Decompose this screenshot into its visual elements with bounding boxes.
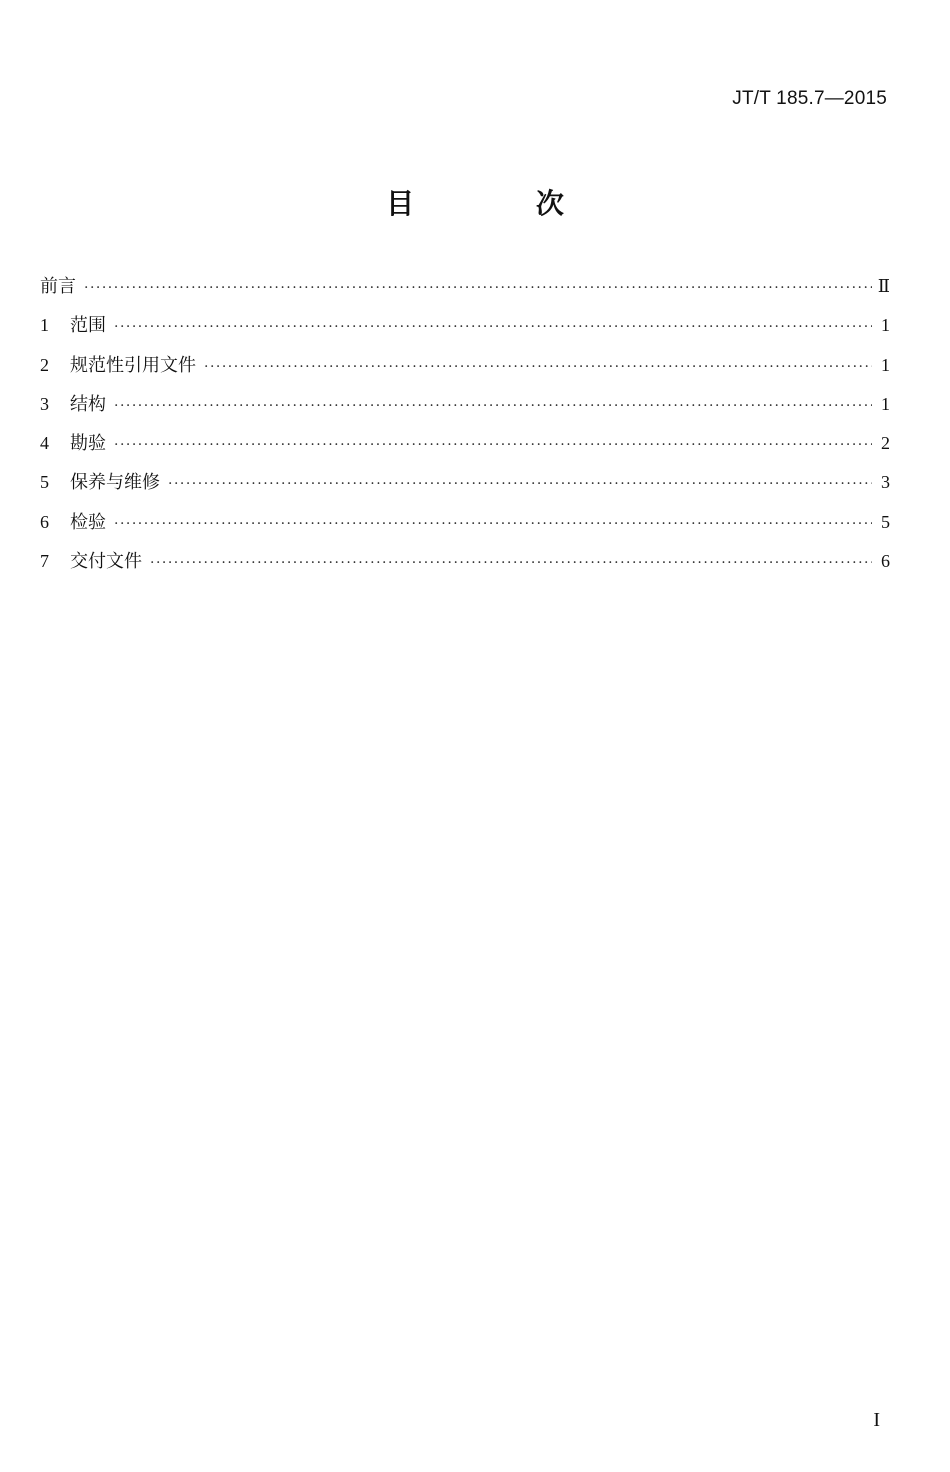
toc-entry-page: 1 bbox=[881, 354, 890, 375]
toc-entry-survey[interactable] bbox=[40, 429, 890, 468]
toc-dot-leader bbox=[204, 359, 872, 375]
toc-entry-label: 规范性引用文件 bbox=[70, 354, 196, 376]
toc-entry-number: 3 bbox=[40, 393, 49, 414]
page-number: I bbox=[873, 1409, 880, 1431]
toc-dot-leader bbox=[114, 319, 872, 335]
toc-entry-number: 1 bbox=[40, 315, 49, 336]
toc-entry-scope[interactable] bbox=[40, 311, 890, 350]
toc-dot-leader bbox=[114, 398, 872, 414]
toc-dot-leader bbox=[84, 280, 872, 296]
toc-entry-label: 前言 bbox=[40, 276, 76, 297]
toc-entry-inspection[interactable] bbox=[40, 508, 890, 547]
toc-list bbox=[40, 272, 890, 586]
toc-entry-maintenance[interactable] bbox=[40, 468, 890, 507]
standard-code: JT/T 185.7—2015 bbox=[732, 88, 887, 109]
toc-entry-page: 6 bbox=[881, 551, 890, 572]
toc-entry-page: Ⅱ bbox=[877, 276, 890, 296]
toc-entry-label: 勘验 bbox=[70, 433, 106, 455]
toc-entry-label: 范围 bbox=[70, 315, 106, 337]
toc-entry-page: 1 bbox=[881, 393, 890, 414]
toc-entry-delivery-documents[interactable] bbox=[40, 547, 890, 586]
toc-dot-leader bbox=[150, 555, 872, 571]
toc-dot-leader bbox=[168, 476, 872, 492]
toc-entry-page: 5 bbox=[881, 511, 890, 532]
toc-entry-number: 2 bbox=[40, 354, 49, 375]
toc-entry-page: 1 bbox=[881, 315, 890, 336]
toc-entry-label: 检验 bbox=[70, 511, 106, 533]
toc-dot-leader bbox=[114, 437, 872, 453]
toc-entry-label: 交付文件 bbox=[70, 551, 142, 573]
toc-entry-page: 2 bbox=[881, 433, 890, 454]
toc-entry-number: 4 bbox=[40, 433, 49, 454]
toc-entry-structure[interactable] bbox=[40, 390, 890, 429]
toc-dot-leader bbox=[114, 516, 872, 532]
toc-entry-page: 3 bbox=[881, 472, 890, 493]
toc-entry-number: 5 bbox=[40, 472, 49, 493]
toc-entry-label: 结构 bbox=[70, 393, 106, 415]
toc-title: 目 次 bbox=[386, 187, 620, 220]
toc-entry-label: 保养与维修 bbox=[70, 472, 160, 494]
toc-entry-foreword[interactable] bbox=[40, 272, 890, 311]
toc-entry-number: 7 bbox=[40, 551, 49, 572]
toc-entry-normative-references[interactable] bbox=[40, 351, 890, 390]
toc-entry-number: 6 bbox=[40, 511, 49, 532]
